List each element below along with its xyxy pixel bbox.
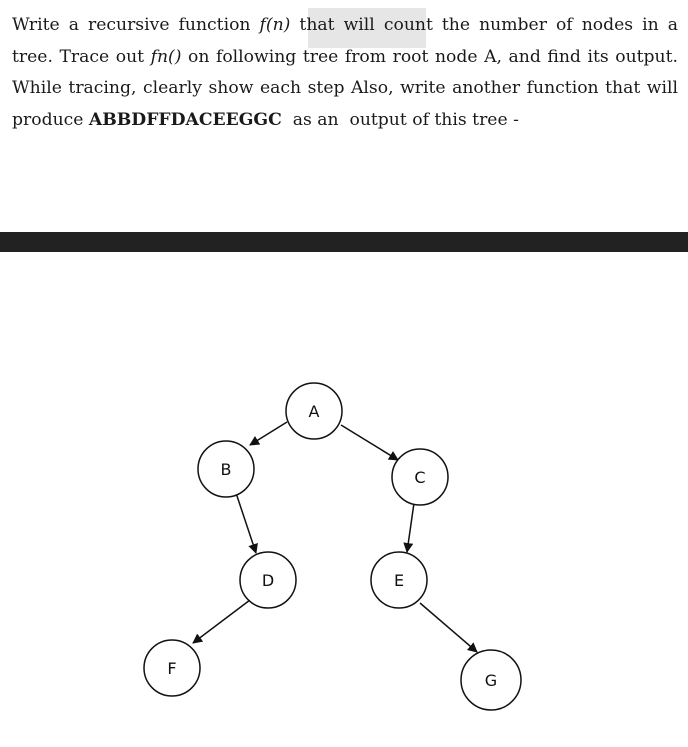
question-line-1-rest: that will count the number of nodes in a: [290, 15, 679, 35]
section-divider: [0, 232, 688, 252]
edge-e-g: [420, 603, 477, 652]
node-f: [144, 640, 200, 696]
question-line-4: [12, 105, 678, 137]
node-g: [461, 650, 521, 710]
node-b: [198, 441, 254, 497]
node-e-label: E: [393, 571, 405, 590]
node-d: [240, 552, 296, 608]
edge-c-e: [407, 503, 414, 552]
edge-a-c: [341, 425, 398, 460]
question-line-1: [12, 10, 678, 42]
node-c-label: C: [414, 468, 426, 487]
node-f-label: F: [167, 659, 177, 678]
node-a: [286, 383, 342, 439]
question-line-2-text: tree. Trace out: [12, 46, 151, 67]
node-e: [371, 552, 427, 608]
question-line-2-rest: on following tree from root node A, and find its output.: [181, 46, 678, 67]
edge-d-f: [193, 600, 250, 643]
question-line-4-text: produce: [12, 109, 89, 130]
edge-a-b: [250, 422, 287, 445]
node-c: [392, 449, 448, 505]
node-g-label: G: [484, 671, 498, 690]
node-a-label: A: [308, 402, 320, 421]
question-text: [12, 10, 678, 136]
edge-b-d: [236, 493, 256, 553]
question-line-1-text: Write a recursive function: [12, 15, 260, 35]
function-name-fn-call: fn(): [150, 46, 182, 67]
tree-svg: [0, 252, 688, 743]
output-sequence: ABBDFFDACEEGGC: [88, 109, 282, 130]
function-name-fn: f(n): [259, 15, 291, 35]
tree-diagram: [0, 252, 688, 743]
node-b-label: B: [220, 460, 232, 479]
node-d-label: D: [261, 571, 275, 590]
question-line-2: [12, 42, 678, 74]
question-line-3: While tracing, clearly show each step Also, write another function that will: [12, 78, 678, 98]
question-line-4-rest: as an output of this tree -: [281, 109, 519, 130]
